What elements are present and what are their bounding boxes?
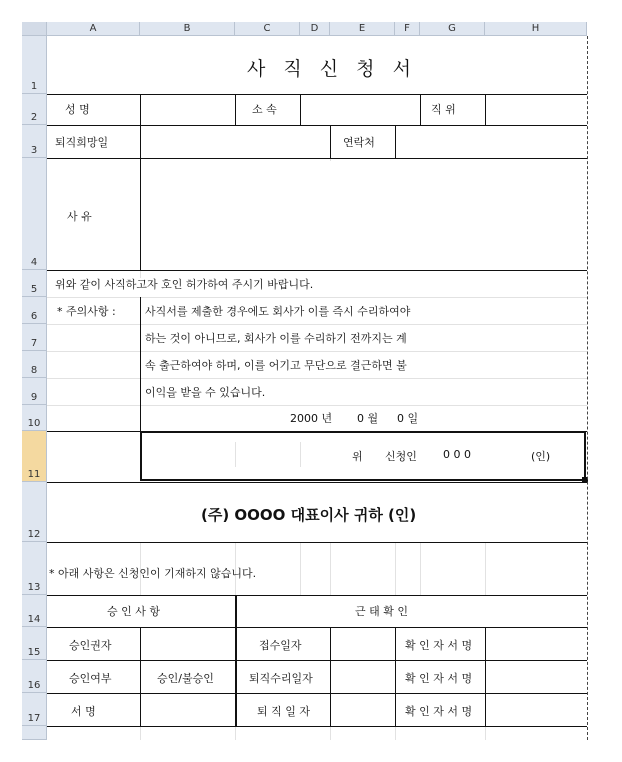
form-title: 사 직 신 청 서 — [247, 58, 417, 80]
confirm-sign-label-1: 확 인 자 서 명 — [405, 639, 473, 652]
addressee: (주) OOOO 대표이사 귀하 (인) — [201, 506, 417, 524]
row-header-7[interactable]: 7 — [22, 324, 47, 351]
row-header-3[interactable]: 3 — [22, 125, 47, 158]
row-header-4[interactable]: 4 — [22, 158, 47, 270]
attendance-header: 근 태 확 인 — [355, 605, 408, 618]
retire-accept-date-label: 퇴직수리일자 — [249, 672, 313, 685]
contact-label: 연락처 — [343, 136, 375, 149]
column-header-c[interactable]: C — [235, 22, 300, 36]
column-header-b[interactable]: B — [140, 22, 235, 36]
date-year: 2000 년 — [290, 412, 333, 425]
note-line-1: 사직서를 제출한 경우에도 회사가 이를 즉시 수리하여야 — [145, 305, 411, 318]
row-header-5[interactable]: 5 — [22, 270, 47, 297]
column-header-e[interactable]: E — [330, 22, 395, 36]
page-break-line — [587, 36, 588, 740]
name-label: 성 명 — [65, 103, 90, 116]
row-header-10[interactable]: 10 — [22, 405, 47, 431]
row-header-16[interactable]: 16 — [22, 660, 47, 693]
row-header-18[interactable] — [22, 726, 47, 740]
column-header-a[interactable]: A — [47, 22, 140, 36]
note-line-3: 속 출근하여야 하며, 이를 어기고 무단으로 결근하면 불 — [145, 359, 407, 372]
applicant-title: 신청인 — [385, 450, 417, 463]
row-header-9[interactable]: 9 — [22, 378, 47, 405]
column-header-f[interactable]: F — [395, 22, 420, 36]
applicant-label: 위 — [352, 450, 363, 463]
approval-options: 승인/불승인 — [157, 672, 214, 685]
row-header-14[interactable]: 14 — [22, 595, 47, 627]
applicant-seal: (인) — [531, 450, 551, 463]
approval-status-label: 승인여부 — [69, 672, 112, 685]
retire-date2-label: 퇴 직 일 자 — [257, 705, 310, 718]
row-header-2[interactable]: 2 — [22, 94, 47, 125]
dept-label: 소 속 — [252, 103, 277, 116]
confirm-sign-label-3: 확 인 자 서 명 — [405, 705, 473, 718]
column-header-d[interactable]: D — [300, 22, 330, 36]
reason-label: 사 유 — [67, 210, 92, 223]
note-label: * 주의사항 : — [57, 305, 116, 318]
note-line-4: 이익을 받을 수 있습니다. — [145, 386, 266, 399]
signature-label: 서 명 — [71, 705, 96, 718]
row-header-8[interactable]: 8 — [22, 351, 47, 378]
receipt-date-label: 접수일자 — [259, 639, 302, 652]
select-all-corner[interactable] — [22, 22, 47, 36]
row-header-12[interactable]: 12 — [22, 482, 47, 542]
column-header-g[interactable]: G — [420, 22, 485, 36]
row-header-11[interactable]: 11 — [22, 431, 47, 482]
notice-text: * 아래 사항은 신청인이 기재하지 않습니다. — [49, 567, 257, 580]
request-text: 위와 같이 사직하고자 호인 허가하여 주시기 바랍니다. — [55, 278, 314, 291]
confirm-sign-label-2: 확 인 자 서 명 — [405, 672, 473, 685]
date-day: 0 일 — [397, 412, 419, 425]
row-header-15[interactable]: 15 — [22, 627, 47, 660]
note-line-2: 하는 것이 아니므로, 회사가 이를 수리하기 전까지는 계 — [145, 332, 407, 345]
retire-date-label: 퇴직희망일 — [55, 136, 109, 149]
row-header-13[interactable]: 13 — [22, 542, 47, 595]
position-label: 직 위 — [431, 103, 456, 116]
approver-label: 승인권자 — [69, 639, 112, 652]
row-header-17[interactable]: 17 — [22, 693, 47, 726]
row-header-6[interactable]: 6 — [22, 297, 47, 324]
date-month: 0 월 — [357, 412, 379, 425]
row-header-1[interactable]: 1 — [22, 36, 47, 94]
applicant-name: 0 0 0 — [443, 448, 471, 461]
selected-cell-range[interactable] — [140, 431, 586, 481]
worksheet-grid[interactable] — [47, 36, 587, 740]
column-header-h[interactable]: H — [485, 22, 587, 36]
approval-header: 승 인 사 항 — [107, 605, 160, 618]
